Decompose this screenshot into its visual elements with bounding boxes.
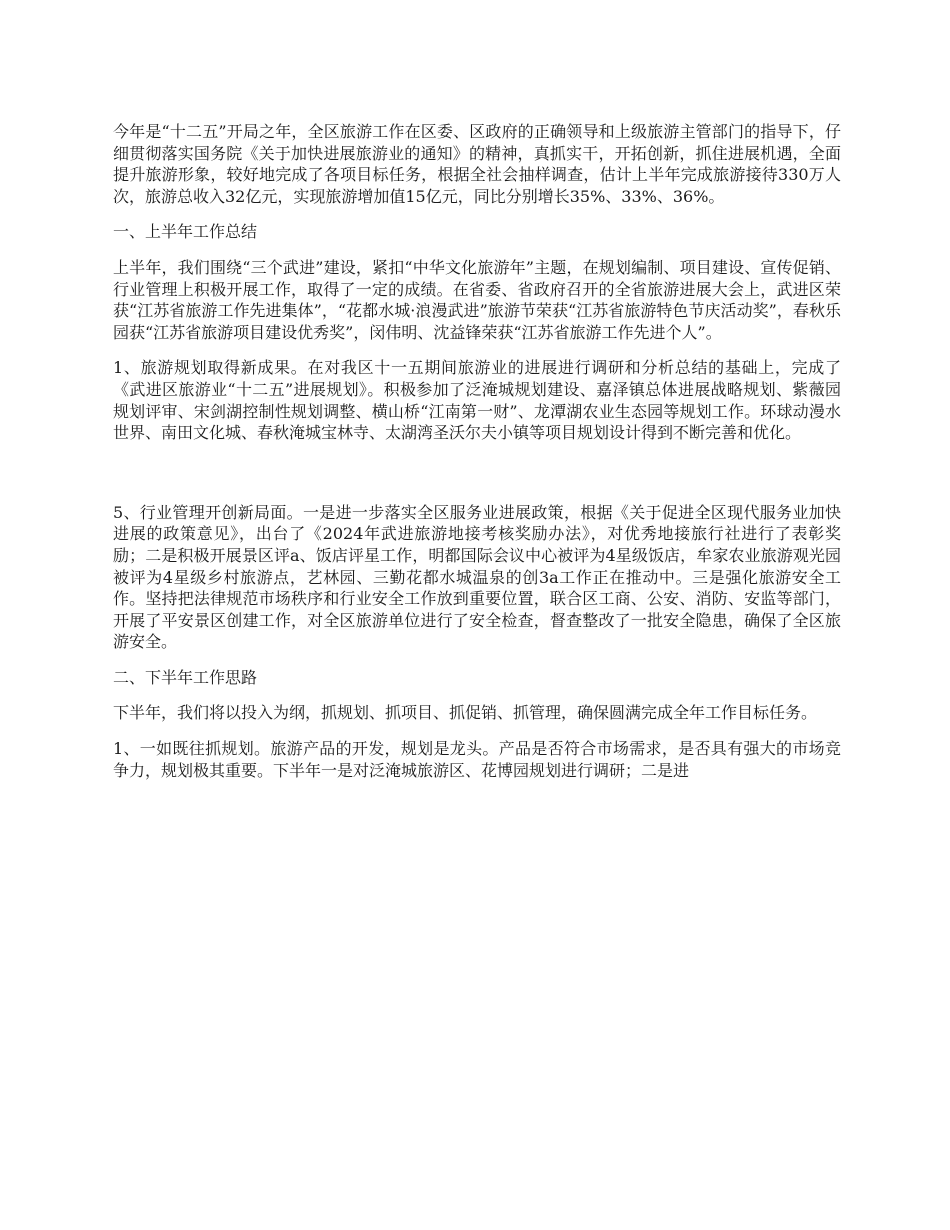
second-half-intro-paragraph: 下半年，我们将以投入为纲，抓规划、抓项目、抓促销、抓管理，确保圆满完成全年工作目标任务。 (113, 703, 818, 723)
summary-paragraph: 上半年，我们围绕“三个武进”建设，紧扣“中华文化旅游年”主题，在规划编制、项目建设、宣传促销、行业管理上积极开展工作，取得了一定的成绩。在省委、省政府召开的全省旅游进展大会上，武进区荣获“江苏省旅游工作先进集体”，“花都水城·浪漫武进”旅游节荣获“江苏省旅游特色节庆活动奖”，春秋乐园获“江苏省旅游项目建设优秀奖”，闵伟明、沈益锋荣获“江苏省旅游工作先进个人”。 (113, 257, 841, 342)
planning-results-paragraph: 1、旅游规划取得新成果。在对我区十一五期间旅游业的进展进行调研和分析总结的基础上，完成了《武进区旅游业“十二五”进展规划》。积极参加了泛淹城规划建设、嘉泽镇总体进展战略规划、紫薇园规划评审、宋剑湖控制性规划调整、横山桥“江南第一财”、龙潭湖农业生态园等规划工作。环球动漫水世界、南田文化城、春秋淹城宝林寺、太湖湾圣沃尔夫小镇等项目规划设计得到不断完善和优化。 (113, 358, 841, 443)
section-heading-second-half: 二、下半年工作思路 (113, 667, 258, 687)
blank-gap (113, 458, 841, 502)
industry-management-paragraph: 5、行业管理开创新局面。一是进一步落实全区服务业进展政策，根据《关于促进全区现代服务业加快进展的政策意见》，出台了《2024年武进旅游地接考核奖励办法》，对优秀地接旅行社进行了表彰奖励；二是积极开展景区评a、饭店评星工作，明都国际会议中心被评为4星级饭店，牟家农业旅游观光园被评为4星级乡村旅游点，艺林园、三勤花都水城温泉的创3a工作正在推动中。三是强化旅游安全工作。坚持把法律规范市场秩序和行业安全工作放到重要位置，联合区工商、公安、消防、安监等部门，开展了平安景区创建工作，对全区旅游单位进行了安全检查，督查整改了一批安全隐患，确保了全区旅游安全。 (113, 502, 841, 652)
planning-focus-paragraph: 1、一如既往抓规划。旅游产品的开发，规划是龙头。产品是否符合市场需求，是否具有强大的市场竞争力，规划极其重要。下半年一是对泛淹城旅游区、花博园规划进行调研；二是进 (113, 739, 841, 780)
section-heading-first-half: 一、上半年工作总结 (113, 222, 258, 242)
intro-paragraph: 今年是“十二五”开局之年，全区旅游工作在区委、区政府的正确领导和上级旅游主管部门的指导下，仔细贯彻落实国务院《关于加快进展旅游业的通知》的精神，真抓实干，开拓创新，抓住进展机遇，全面提升旅游形象，较好地完成了各项目标任务，根据全社会抽样调查，估计上半年完成旅游接待330万人次，旅游总收入32亿元，实现旅游增加值15亿元，同比分别增长35%、33%、36%。 (113, 122, 841, 206)
document-page (113, 121, 841, 795)
